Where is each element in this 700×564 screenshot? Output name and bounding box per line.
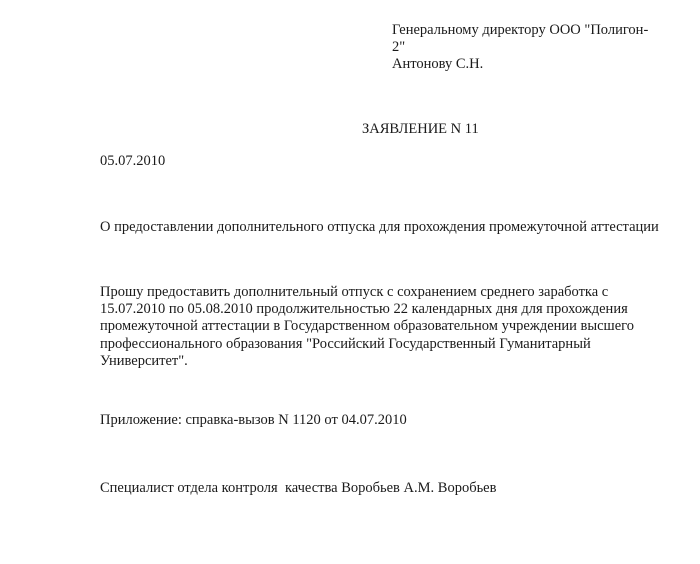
- body-line-4: профессионального образования "Российский Государственный Гуманитарный: [100, 335, 591, 352]
- body-line-2: 15.07.2010 по 05.08.2010 продолжительностью 22 календарных дня для прохождения: [100, 301, 628, 318]
- request-paragraph: [100, 284, 634, 370]
- attachment-note: Приложение: справка-вызов N 1120 от 04.07.2010: [100, 412, 407, 428]
- signature-line: Специалист отдела контроля качества Воробьев А.М. Воробьев: [100, 480, 497, 496]
- addressee-line-2: 2": [392, 39, 406, 55]
- document-date: 05.07.2010: [100, 153, 166, 169]
- addressee-line-3: Антонову С.Н.: [392, 56, 484, 72]
- body-line-3: промежуточной аттестации в Государственном образовательном учреждении высшего: [100, 318, 634, 335]
- addressee-line-1: Генеральному директору ООО "Полигон-: [392, 22, 649, 38]
- body-line-5: Университет".: [100, 352, 188, 369]
- document-title: ЗАЯВЛЕНИЕ N 11: [362, 121, 479, 137]
- addressee-block: [392, 22, 652, 73]
- body-line-1: Прошу предоставить дополнительный отпуск с сохранением среднего заработка с: [100, 284, 609, 300]
- document-subject: О предоставлении дополнительного отпуска для прохождения промежуточной аттестации: [100, 219, 659, 235]
